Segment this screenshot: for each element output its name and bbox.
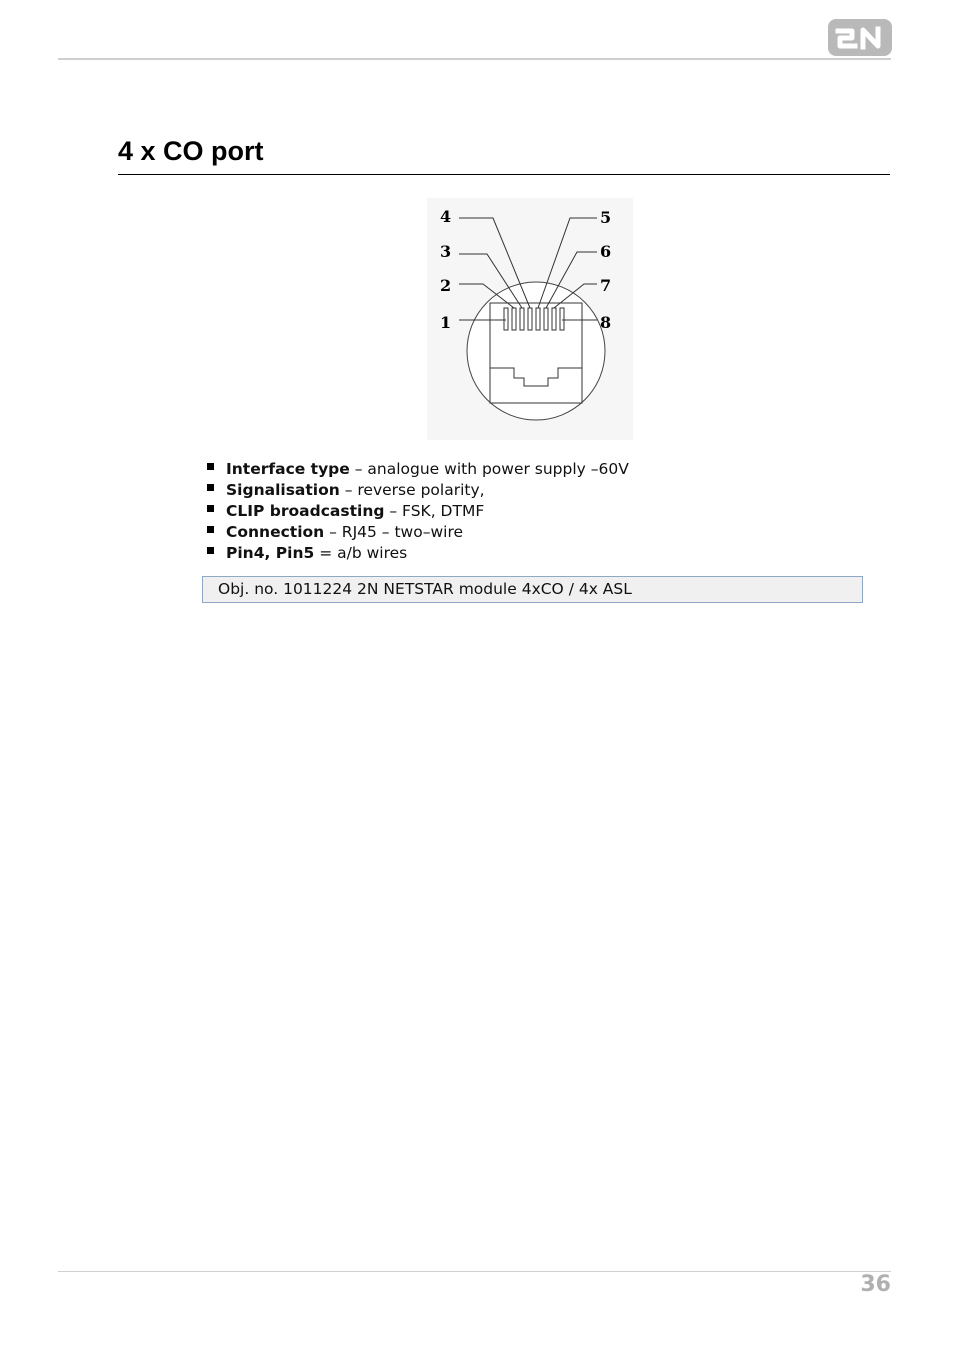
bullet-icon	[207, 484, 214, 491]
pin-label-1: 1	[440, 313, 452, 332]
pin-label-2: 2	[440, 276, 452, 295]
pin-label-5: 5	[600, 208, 612, 227]
spec-desc: – reverse polarity,	[339, 481, 485, 499]
spec-term: CLIP broadcasting	[226, 502, 385, 520]
header-rule	[58, 58, 891, 60]
rj45-pinout-diagram	[427, 198, 633, 440]
spec-desc: – RJ45 – two–wire	[324, 523, 464, 541]
bullet-icon	[207, 463, 214, 470]
bullet-icon	[207, 505, 214, 512]
list-item	[207, 522, 629, 543]
list-item	[207, 480, 629, 501]
object-number-box: Obj. no. 1011224 2N NETSTAR module 4xCO / 4x ASL	[202, 576, 863, 603]
spec-term: Connection	[226, 523, 325, 541]
spec-desc: – analogue with power supply –60V	[349, 460, 629, 478]
page-title: 4 x CO port	[118, 136, 264, 166]
pin-label-7: 7	[600, 276, 612, 295]
list-item	[207, 543, 629, 564]
pin-label-6: 6	[600, 242, 612, 261]
pin-label-3: 3	[440, 242, 452, 261]
page-number: 36	[860, 1272, 891, 1297]
bullet-icon	[207, 526, 214, 533]
spec-desc: – FSK, DTMF	[384, 502, 485, 520]
brand-logo	[828, 19, 892, 56]
pin-label-8: 8	[600, 313, 612, 332]
title-rule	[118, 174, 890, 175]
spec-list	[207, 459, 629, 564]
footer-rule	[58, 1271, 891, 1272]
list-item	[207, 501, 629, 522]
bullet-icon	[207, 547, 214, 554]
spec-desc: = a/b wires	[314, 544, 408, 562]
spec-term: Interface type	[226, 460, 350, 478]
list-item	[207, 459, 629, 480]
pin-label-4: 4	[440, 207, 452, 226]
spec-term: Pin4, Pin5	[226, 544, 315, 562]
spec-term: Signalisation	[226, 481, 340, 499]
